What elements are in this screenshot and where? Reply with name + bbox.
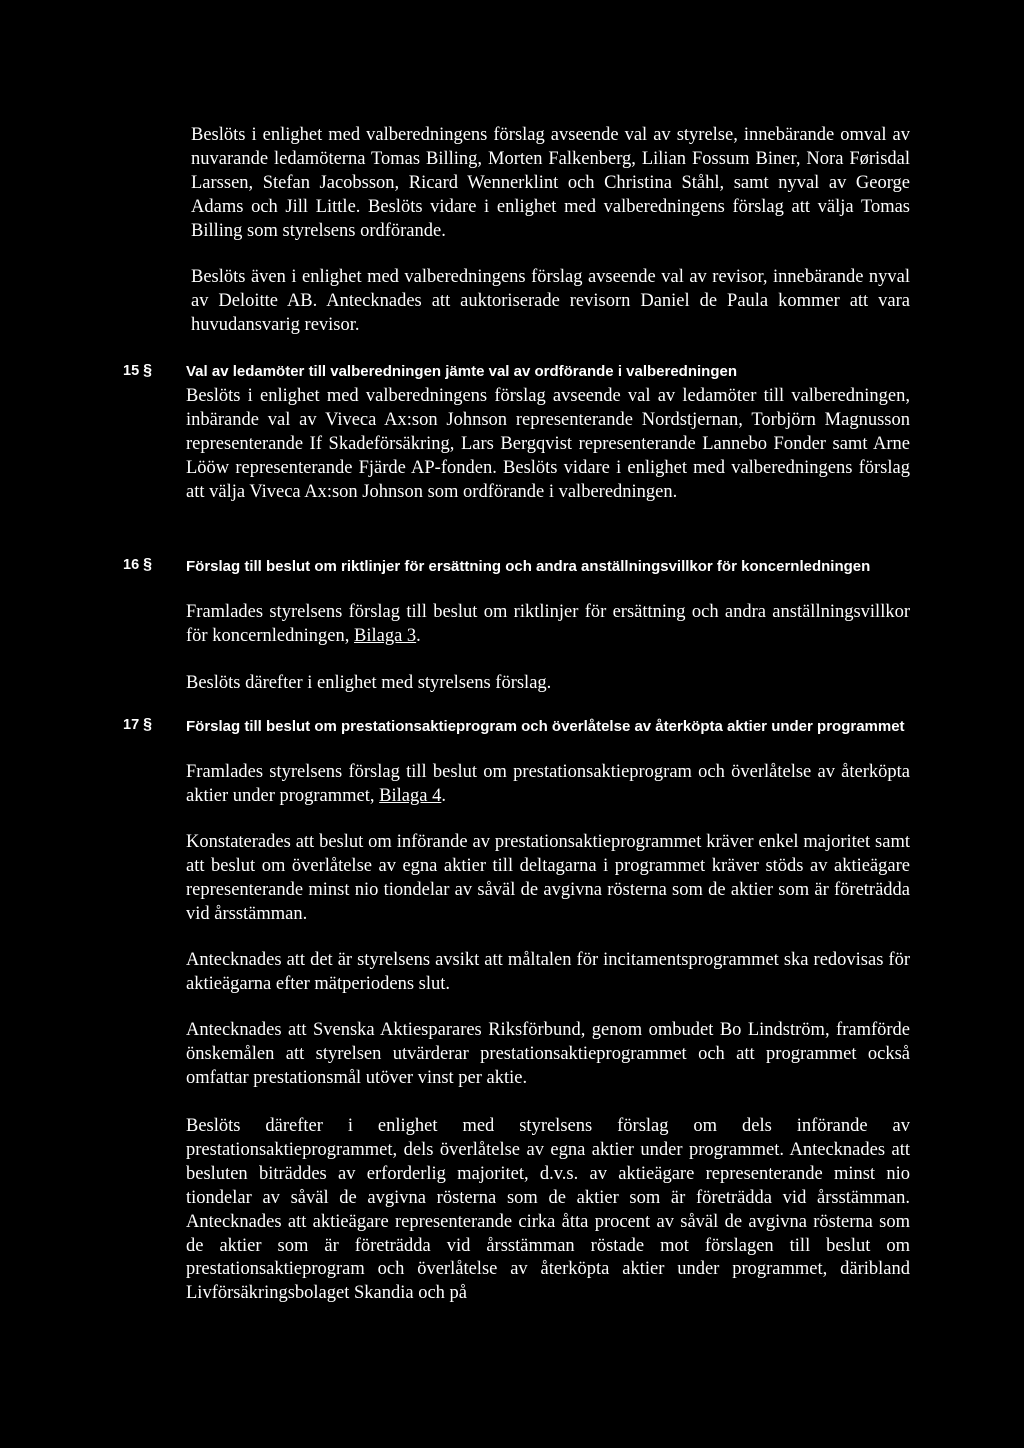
section-16-paragraph-2: Beslöts därefter i enlighet med styrelsens förslag. — [186, 673, 552, 693]
paragraph-sign-icon: § — [143, 716, 153, 733]
attachment-link-bilaga-3[interactable]: Bilaga 3 — [353, 625, 417, 646]
section-15-paragraph: Beslöts i enlighet med valberedningens förslag avseende val av ledamöter till valberedningen, inbärande val av Viveca Ax:son Johnson representerande Nordstjernan, Torbjörn Magnusson representerande If Skadeförsäkring, Lars Bergqvist representerande Lannebo Fonder samt Arne Lööw representerande Fjärde AP-fonden. Beslöts vidare i enlighet med valberedningens förslag att välja Viveca Ax:son Johnson som ordförande i valberedningen. — [186, 386, 910, 502]
section-15-title: Val av ledamöter till valberedningen jämte val av ordförande i valberedningen — [186, 363, 738, 380]
paragraph-sign-icon: § — [143, 362, 153, 379]
section-17-paragraph-1: Framlades styrelsens förslag till beslut om prestationsaktieprogram och överlåtelse av återköpta aktier under programmet, Bilaga 4. — [186, 762, 910, 806]
section-16-number: 16 § — [123, 556, 153, 573]
paragraph-sign-icon: § — [143, 556, 153, 573]
section-15-number: 15 § — [123, 362, 153, 379]
section-17-paragraph-2: Konstaterades att beslut om införande av prestationsaktieprogrammet kräver enkel majoritet samt att beslut om överlåtelse av egna aktier till deltagarna i programmet kräver stöds av aktieägare representerande minst nio tiondelar av såväl de avgivna rösterna som de aktier som är företrädda vid årsstämman. — [186, 832, 910, 924]
attachment-link-bilaga-4[interactable]: Bilaga 4 — [379, 785, 442, 806]
section-16-title: Förslag till beslut om riktlinjer för ersättning och andra anställningsvillkor för koncernledningen — [186, 558, 871, 575]
section-17-paragraph-4: Antecknades att Svenska Aktiesparares Riksförbund, genom ombudet Bo Lindström, framförde önskemålen att styrelsen utvärderar prestationsaktieprogrammet och att programmet också omfattar prestationsmål utöver vinst per aktie. — [186, 1020, 910, 1088]
intro-paragraph-board-election: Beslöts i enlighet med valberedningens förslag avseende val av styrelse, innebärande omval av nuvarande ledamöterna Tomas Billing, Morten Falkenberg, Lilian Fossum Biner, Nora Førisdal Larssen, Stefan Jacobsson, Ricard Wennerklint och Christina Ståhl, samt nyval av George Adams och Jill Little. Beslöts vidare i enlighet med valberedningens förslag att välja Tomas Billing som styrelsens ordförande. — [191, 125, 910, 241]
intro-paragraph-auditor-election: Beslöts även i enlighet med valberedningens förslag avseende val av revisor, innebärande nyval av Deloitte AB. Antecknades att auktoriserade revisorn Daniel de Paula kommer att vara huvudansvarig revisor. — [191, 267, 910, 335]
section-17-title: Förslag till beslut om prestationsaktieprogram och överlåtelse av återköpta aktier under programmet — [186, 718, 905, 735]
section-17-number: 17 § — [123, 716, 153, 733]
section-16-paragraph-1: Framlades styrelsens förslag till beslut om riktlinjer för ersättning och andra anställningsvillkor för koncernledningen, Bilaga 3. — [186, 602, 910, 646]
section-17-paragraph-5: Beslöts därefter i enlighet med styrelsens förslag om dels införande av prestationsaktieprogrammet, dels överlåtelse av egna aktier under programmet. Antecknades att besluten biträddes av erforderlig majoritet, d.v.s. av aktieägare representerande minst nio tiondelar av såväl de avgivna rösterna som de aktier som är företrädda vid årsstämman. Antecknades att aktieägare representerande cirka åtta procent av såväl de avgivna rösterna som de aktier som är företrädda vid årsstämman röstade mot förslagen till beslut om prestationsaktieprogram och överlåtelse av återköpta aktier under programmet, däribland Livförsäkringsbolaget Skandia och på — [186, 1116, 910, 1304]
section-17-paragraph-3: Antecknades att det är styrelsens avsikt att måltalen för incitamentsprogrammet ska redovisas för aktieägarna efter mätperiodens slut. — [186, 950, 910, 994]
